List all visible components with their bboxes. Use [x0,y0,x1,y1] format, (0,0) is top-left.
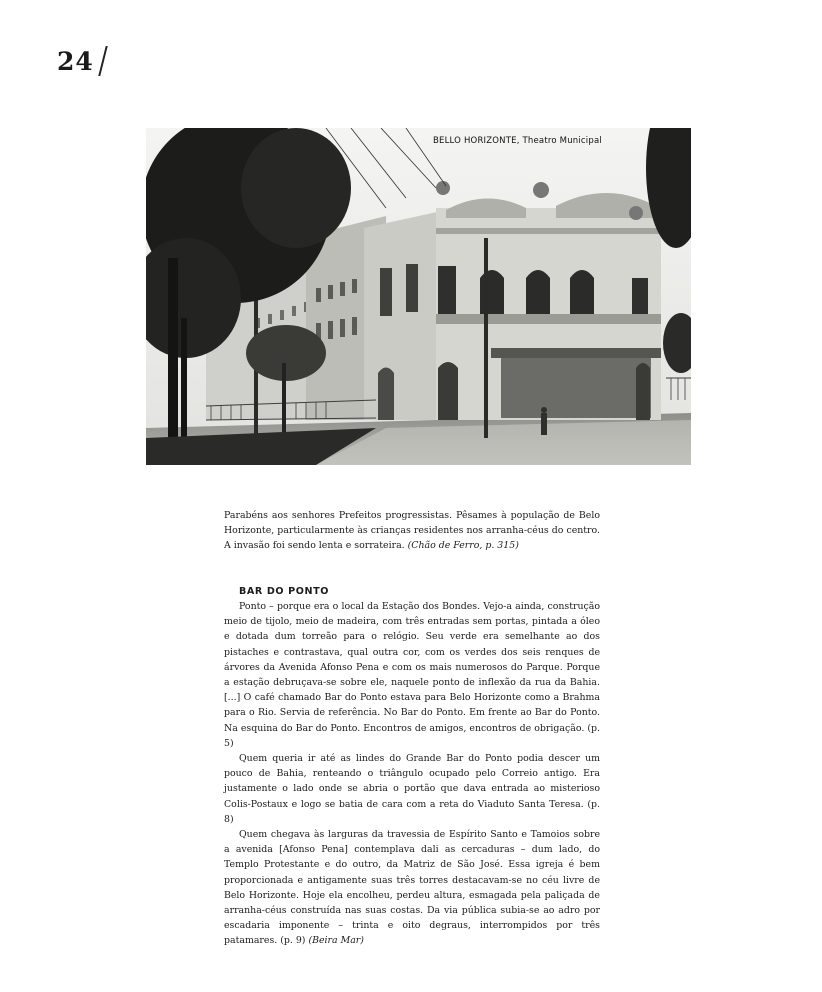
page-number-value: 24 [57,46,94,76]
section-paragraph: Ponto – porque era o local da Estação dos Bondes. Vejo-a ainda, construção meio de tijolo, meio de madeira, com três entradas sem portas, pintada a óleo e dotada dum torreão para o relógio. Seu verde era semelhante ao dos pistaches e contrastava, qual outra cor, com os verdes dos seis renques de árvores da Avenida Afonso Pena e com os mais numerosos do Parque. Porque a estação debruçava-se sobre ele, naquele ponto de inflexão da rua da Bahia. [...] O café chamado Bar do Ponto estava para Belo Horizonte como a Brahma para o Rio. Servia de referência. No Bar do Ponto. Em frente ao Bar do Ponto. Na esquina do Bar do Ponto. Encontros de amigos, encontros de obrigação. (p. 5) [224,601,600,749]
photo-caption: BELLO HORIZONTE, Theatro Municipal [433,136,602,146]
quote-citation: (Chão de Ferro, p. 315) [407,540,519,552]
section-paragraph-text: Quem chegava às larguras da travessia de Espírito Santo e Tamoios sobre a avenida [Afonso Pena] contemplava dali as cercaduras – dum lado, do Templo Protestante e do outro, da Matriz de São José. Essa igreja é bem proporcionada e antigamente suas três torres destacavam-se no céu livre de Belo Horizonte. Hoje ela encolheu, perdeu altura, esmagada pela paliçada de arranha-céus construída nas suas costas. Da via pública subia-se ao adro por escadaria imponente – trinta e oito degraus, interrompidos por três patamares. (p. 9) [224,829,600,947]
theatre-photo-illustration [146,128,691,465]
quote-text: Parabéns aos senhores Prefeitos progressistas. Pêsames à população de Belo Horizonte, particularmente às crianças residentes nos arranha-céus do centro. A invasão foi sendo lenta e sorrateira. [224,510,600,552]
section-paragraph-last [224,827,600,949]
epigraph-quote [224,508,600,554]
section-paragraph: Quem queria ir até as lindes do Grande Bar do Ponto podia descer um pouco de Bahia, renteando o triângulo ocupado pelo Correio antigo. Era justamente o lado onde se abria o portão que dava entrada ao misterioso Colis-Postaux e logo se batia de cara com a reta do Viaduto Santa Teresa. (p. 8) [224,753,600,825]
section-heading: BAR DO PONTO [239,586,330,597]
section-bar-do-ponto [224,584,600,949]
source-work-title: (Beira Mar) [308,935,364,947]
historic-photograph [146,128,691,465]
page-number-slash [98,46,107,76]
page-number [57,46,104,76]
